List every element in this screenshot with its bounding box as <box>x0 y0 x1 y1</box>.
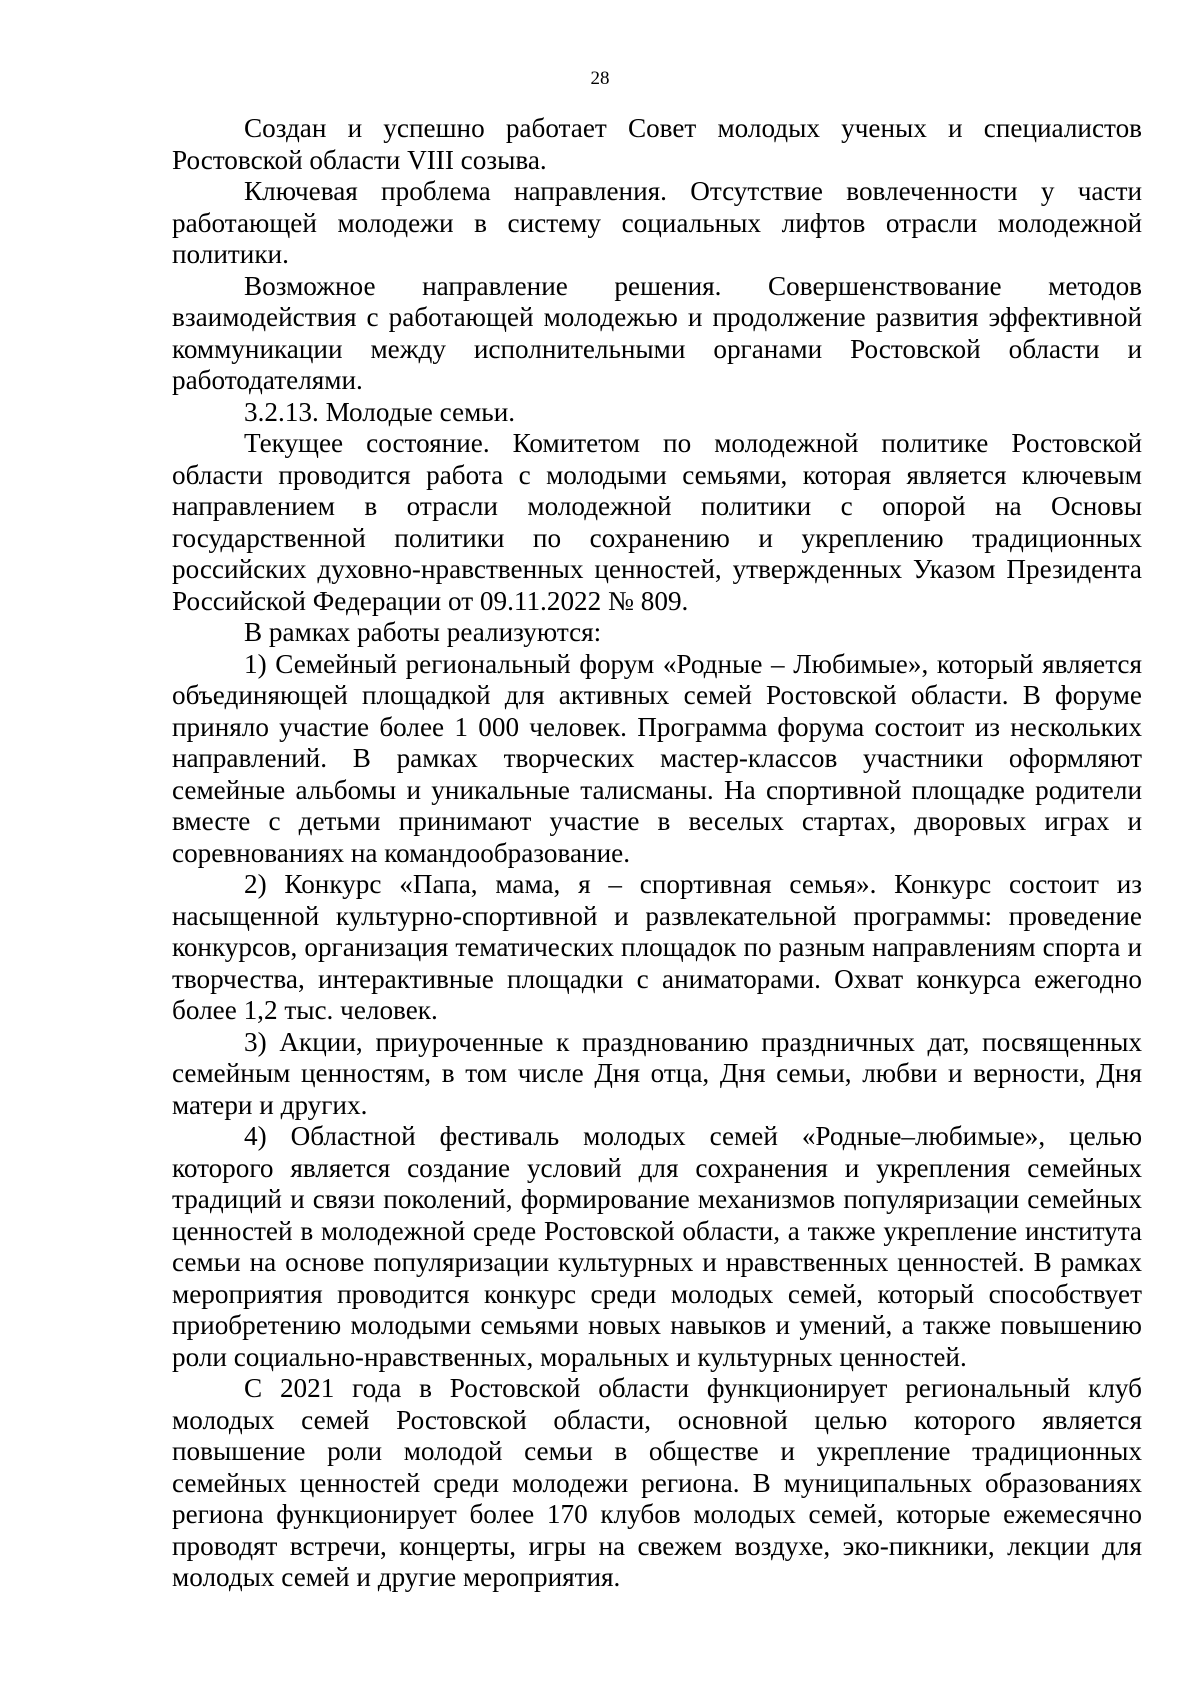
list-item-sport-family-contest: 2) Конкурс «Папа, мама, я – спортивная семья». Конкурс состоит из насыщенной культурно-спортивной и развлекательной программы: проведение конкурсов, организация тематических площадок по разным направлениям спорта и творчества, интерактивные площадки с аниматорами. Охват конкурса ежегодно более 1,2 тыс. человек. <box>172 869 1142 1025</box>
section-heading-young-families: 3.2.13. Молодые семьи. <box>244 396 516 427</box>
paragraph-possible-solution: Возможное направление решения. Совершенствование методов взаимодействия с работающей молодежью и продолжение развития эффективной коммуникации между исполнительными органами Ростовской области и работодателями. <box>172 270 1142 395</box>
document-body <box>172 113 1142 1594</box>
paragraph-current-state: Текущее состояние. Комитетом по молодежной политике Ростовской области проводится работа с молодыми семьями, которая является ключевым направлением в отрасли молодежной политики с опорой на Основы государственной политики по сохранению и укреплению традиционных российских духовно-нравственных ценностей, утвержденных Указом Президента Российской Федерации от 09.11.2022 № 809. <box>172 428 1142 616</box>
list-item-family-forum: 1) Семейный региональный форум «Родные – Любимые», который является объединяющей площадкой для активных семей Ростовской области. В форуме приняло участие более 1 000 человек. Программа форума состоит из нескольких направлений. В рамках творческих мастер-классов участники оформляют семейные альбомы и уникальные талисманы. На спортивной площадке родители вместе с детьми принимают участие в веселых стартах, дворовых играх и соревнованиях на командообразование. <box>172 648 1142 868</box>
paragraph-youth-council: Создан и успешно работает Совет молодых ученых и специалистов Ростовской области VIII созыва. <box>172 113 1142 175</box>
paragraph-implemented-intro: В рамках работы реализуются: <box>244 617 602 647</box>
paragraph-family-club: С 2021 года в Ростовской области функционирует региональный клуб молодых семей Ростовской области, основной целью которого является повышение роли молодой семьи в обществе и укрепление традиционных семейных ценностей среди молодежи региона. В муниципальных образованиях региона функционирует более 170 клубов молодых семей, которые ежемесячно проводят встречи, концерты, игры на свежем воздухе, эко-пикники, лекции для молодых семей и другие мероприятия. <box>172 1373 1142 1592</box>
paragraph-key-problem: Ключевая проблема направления. Отсутствие вовлеченности у части работающей молодежи в систему социальных лифтов отрасли молодежной политики. <box>172 176 1142 269</box>
list-item-regional-festival: 4) Областной фестиваль молодых семей «Родные–любимые», целью которого является создание условий для сохранения и укрепления семейных традиций и связи поколений, формирование механизмов популяризации семейных ценностей в молодежной среде Ростовской области, а также укрепление института семьи на основе популяризации культурных и нравственных ценностей. В рамках мероприятия проводится конкурс среди молодых семей, который способствует приобретению молодыми семьями новых навыков и умений, а также повышению роли социально-нравственных, моральных и культурных ценностей. <box>172 1121 1142 1372</box>
page-number: 28 <box>590 68 610 89</box>
list-item-holiday-actions: 3) Акции, приуроченные к празднованию праздничных дат, посвященных семейным ценностям, в том числе Дня отца, Дня семьи, любви и верности, Дня матери и других. <box>172 1026 1142 1120</box>
